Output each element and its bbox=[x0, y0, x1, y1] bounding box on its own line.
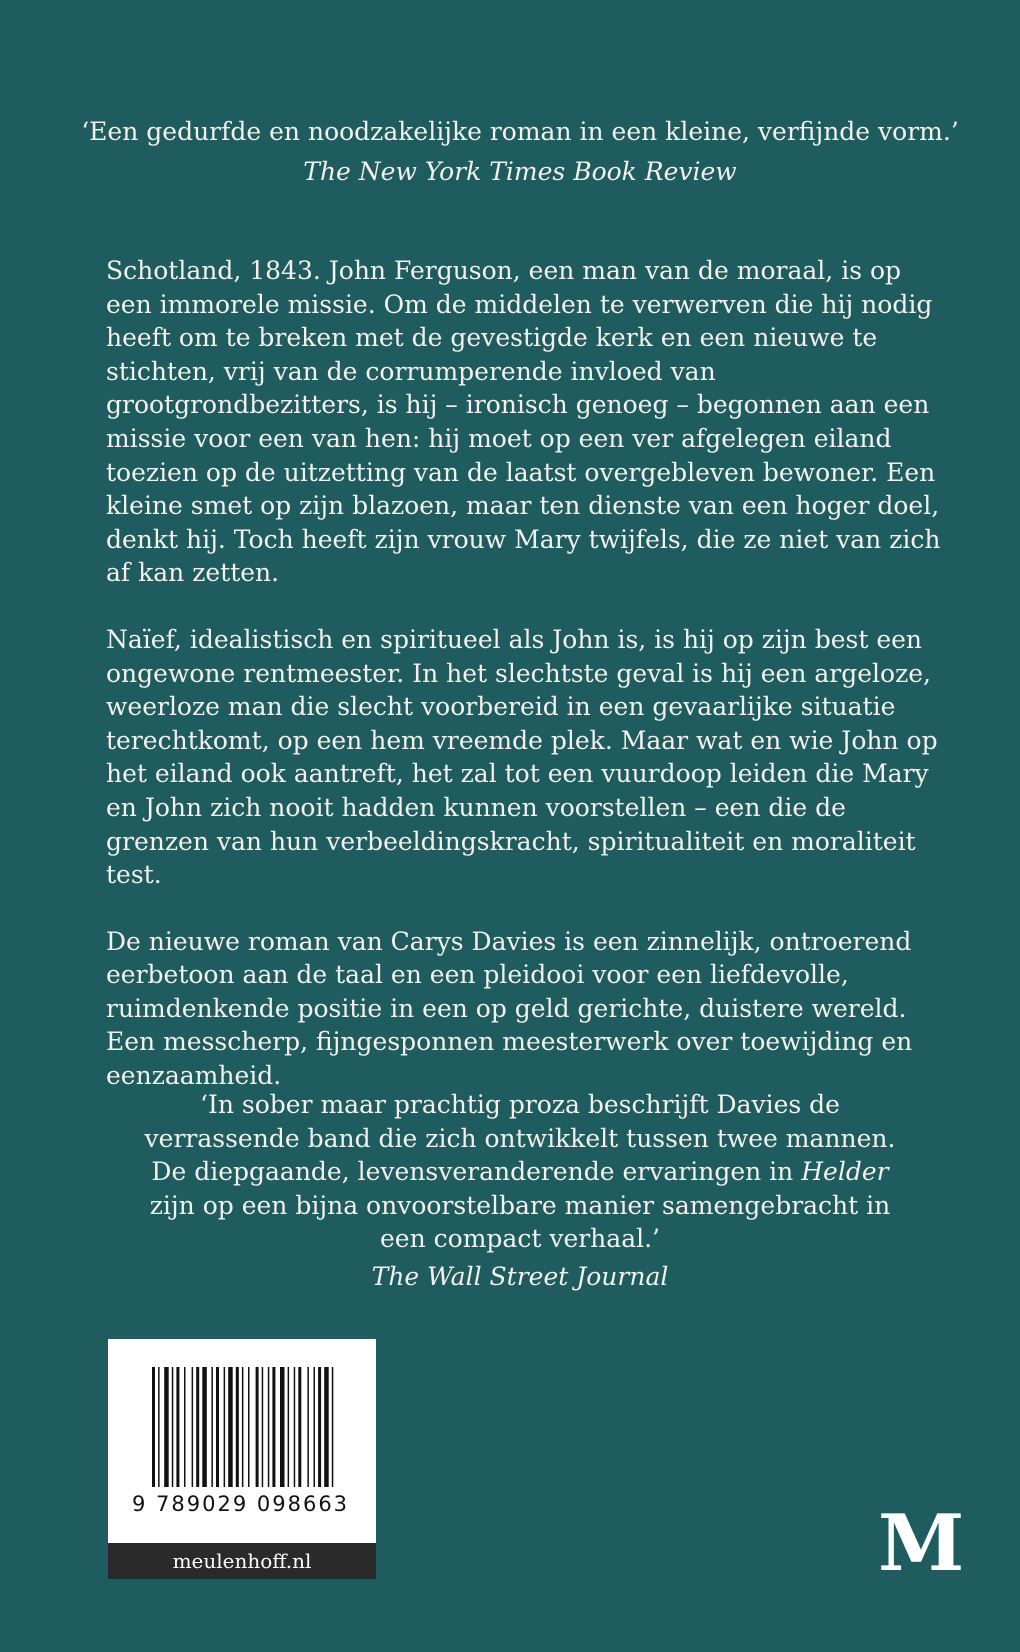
barcode-bar bbox=[314, 1367, 316, 1487]
barcode-bar bbox=[224, 1367, 226, 1487]
barcode-bar bbox=[280, 1367, 285, 1487]
barcode-bar bbox=[262, 1367, 264, 1487]
bottom-quote bbox=[130, 1088, 910, 1294]
barcode-bar bbox=[268, 1367, 270, 1487]
barcode-bar bbox=[288, 1367, 290, 1487]
top-quote bbox=[0, 112, 1020, 192]
barcode-bar bbox=[294, 1367, 296, 1487]
barcode-bar bbox=[324, 1367, 329, 1487]
blurb-body bbox=[106, 254, 946, 1126]
bottom-quote-text-before: ‘In sober maar prachtig proza beschrijft Davies de verrassende band die zich ontwikkelt tussen twee mannen. De diepgaande, levensveranderende ervaringen in bbox=[144, 1090, 896, 1187]
barcode-bar bbox=[272, 1367, 275, 1487]
barcode-bar bbox=[184, 1367, 186, 1487]
top-quote-text: ‘Een gedurfde en noodzakelijke roman in een kleine, verfijnde vorm.’ bbox=[81, 117, 959, 146]
publisher-logo: M bbox=[878, 1498, 965, 1589]
blurb-paragraph-2: Naïef, idealistisch en spiritueel als John is, is hij op zijn best een ongewone rentmeester. In het slechtste geval is hij een argeloze, weerloze man die slecht voorbereid in een gevaarlijke situatie terechtkomt, op een hem vreemde plek. Maar wat en wie John op het eiland ook aantreft, het zal tot een vuurdoop leiden die Mary en John zich nooit hadden kunnen voorstellen – een die de grenzen van hun verbeeldingskracht, spiritualiteit en moraliteit test. bbox=[106, 624, 938, 890]
barcode-bar bbox=[332, 1367, 334, 1487]
barcode-bar bbox=[152, 1367, 155, 1487]
barcode-bar bbox=[176, 1367, 179, 1487]
barcode-bar bbox=[236, 1367, 239, 1487]
barcode-bar bbox=[307, 1367, 309, 1487]
publisher-url: meulenhoff.nl bbox=[108, 1543, 376, 1579]
barcode-bar bbox=[318, 1367, 321, 1487]
barcode-box bbox=[108, 1339, 376, 1579]
bottom-quote-text-after: zijn op een bijna onvoorstelbare manier samengebracht in een compact verhaal.’ bbox=[149, 1190, 891, 1254]
barcode-bar bbox=[158, 1367, 160, 1487]
blurb-paragraph-1: Schotland, 1843. John Ferguson, een man van de moraal, is op een immorele missie. Om de middelen te verwerven die hij nodig heeft om te breken met de gevestigde kerk en een nieuwe te stichten, vrij van de corrumperende invloed van grootgrondbezitters, is hij – ironisch genoeg – begonnen aan een missie voor een van hen: hij moet op een ver afgelegen eiland toezien op de uitzetting van de laatst overgebleven bewoner. Een kleine smet op zijn blazoen, maar ten dienste van een hoger doel, denkt hij. Toch heeft zijn vrouw Mary twijfels, die ze niet van zich af kan zetten. bbox=[106, 256, 941, 588]
barcode-bar bbox=[202, 1367, 207, 1487]
barcode-bar bbox=[248, 1367, 250, 1487]
barcode-bars bbox=[152, 1367, 342, 1487]
bottom-quote-source: The Wall Street Journal bbox=[371, 1261, 669, 1291]
top-quote-source: The New York Times Book Review bbox=[303, 157, 737, 186]
barcode-bar bbox=[298, 1367, 301, 1487]
barcode-bar bbox=[196, 1367, 199, 1487]
barcode-bar bbox=[164, 1367, 169, 1487]
blurb-paragraph-3: De nieuwe roman van Carys Davies is een zinnelijk, ontroerend eerbetoon aan de taal en een pleidooi voor een liefdevolle, ruimdenkende positie in een op geld gerichte, duistere wereld. Een messcherp, fijngesponnen meesterwerk over toewijding en eenzaamheid. bbox=[106, 926, 913, 1091]
barcode-bar bbox=[256, 1367, 259, 1487]
barcode-bar bbox=[216, 1367, 219, 1487]
barcode-bar bbox=[242, 1367, 244, 1487]
bottom-quote-text bbox=[130, 1088, 910, 1256]
barcode-bar bbox=[211, 1367, 213, 1487]
barcode-bar bbox=[172, 1367, 174, 1487]
isbn-number: 9 789029 098663 bbox=[132, 1492, 350, 1516]
barcode-bar bbox=[228, 1367, 233, 1487]
barcode-bar bbox=[192, 1367, 194, 1487]
bottom-quote-book-title: Helder bbox=[801, 1157, 889, 1187]
